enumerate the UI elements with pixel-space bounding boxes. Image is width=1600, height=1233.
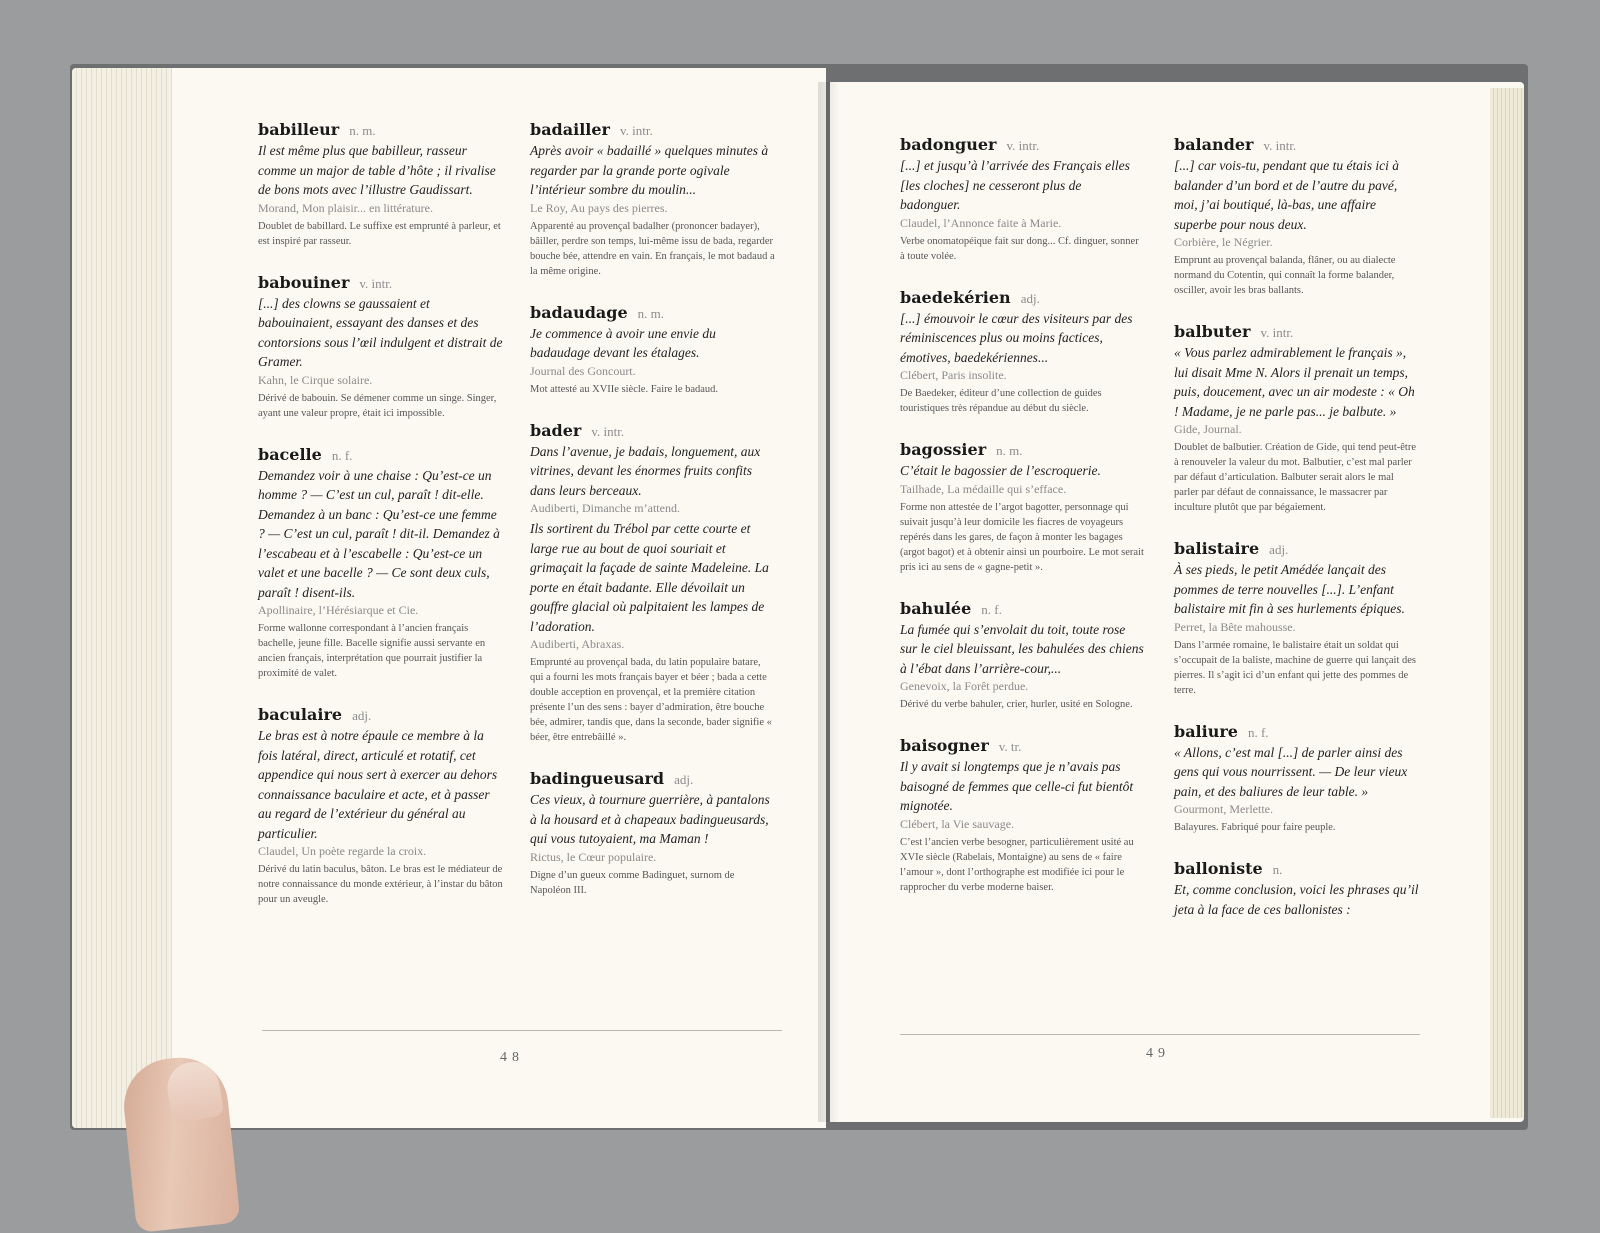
entry xyxy=(530,421,775,746)
entry-headword: bacelle xyxy=(258,444,322,464)
entry-pos: adj. xyxy=(1020,290,1040,306)
entry-quote: [...] émouvoir le cœur des visiteurs par des réminiscences plus ou moins factices, émotives, baedekériennes... xyxy=(900,310,1133,365)
entry-pos: n. xyxy=(1272,862,1283,877)
entry xyxy=(530,120,775,279)
entry-headword: badonguer xyxy=(900,135,997,154)
entry-quote: À ses pieds, le petit Amédée lançait des pommes de terre nouvelles [...]. L’enfant balistaire mit fin à ses hurlements épiques. xyxy=(1174,562,1405,616)
entry-pos: v. tr. xyxy=(998,739,1022,754)
entry-source: Perret, la Bête mahousse. xyxy=(1174,619,1296,634)
entry-headword: badailler xyxy=(530,120,610,139)
entry-pos: n. m. xyxy=(637,305,665,321)
entry-quote: Après avoir « badaillé » quelques minutes à regarder par la grande porte ogivale l’intérieur sombre du moulin... xyxy=(530,143,769,197)
column-right-2 xyxy=(1174,135,1419,943)
entry-pos: n. f. xyxy=(1247,724,1269,740)
entry-source: Le Roy, Au pays des pierres. xyxy=(530,200,668,215)
entry-note: De Baedeker, éditeur d’une collection de guides touristiques très répandue au début du siècle. xyxy=(900,388,1102,414)
entry-source: Claudel, Un poète regarde la croix. xyxy=(258,844,427,858)
entry-quote: « Vous parlez admirablement le français », lui disait Mme N. Alors il prenait un temps, puis, doucement, avec un air modeste : « Oh ! Madame, je ne parle pas... je balbute. » xyxy=(1174,345,1415,419)
entry xyxy=(530,769,775,898)
entry-headword: babouiner xyxy=(258,272,350,292)
entry-headword: baisogner xyxy=(900,736,989,755)
entry-note: Doublet de balbutier. Création de Gide, qui tend peut-être à renouveler la valeur du mot. Balbutier, c’est mal parler par défaut d’articulation. Balbuter serait alors le mal parler par défaut de connaissance, le massacrer par inculture plutôt que par bégaiement. xyxy=(1174,442,1417,513)
entry-pos: v. intr. xyxy=(359,275,393,291)
entry-note: Dérivé du verbe bahuler, crier, hurler, usité en Sologne. xyxy=(900,699,1133,710)
entry-note: Mot attesté au XVIIe siècle. Faire le badaud. xyxy=(530,383,719,395)
entry-source: Tailhade, La médaille qui s’efface. xyxy=(900,481,1067,496)
entry-quote: Dans l’avenue, je badais, longuement, aux vitrines, devant les énormes fruits confits dans leurs berceaux. xyxy=(530,443,761,498)
entry-source: Kahn, le Cirque solaire. xyxy=(258,372,373,387)
entry-note: Balayures. Fabriqué pour faire peuple. xyxy=(1174,822,1336,833)
entry-headword: balbuter xyxy=(1174,322,1251,341)
page-number-left: 48 xyxy=(500,1050,524,1065)
entry-quote: Je commence à avoir une envie du badaudage devant les étalages. xyxy=(530,325,716,360)
entry-headword: bagossier xyxy=(900,440,987,459)
entry-note: Forme wallonne correspondant à l’ancien français bachelle, jeune fille. Bacelle signifie aussi servante en ancien français, interprétation que pourrait justifier la proximité de valet. xyxy=(258,623,486,679)
entry xyxy=(900,736,1145,895)
entry-quote-2: Ils sortirent du Trébol par cette courte et large rue au bout de quoi souriait et grimaçait la façade de sainte Madeleine. La porte en était badante. Elle dévoilait un gouffre glacial où palpitaient les lampes de l’adoration. xyxy=(530,521,769,634)
footer-rule-right xyxy=(900,1034,1420,1035)
entry-headword: bader xyxy=(530,420,582,440)
entry-quote: [...] car vois-tu, pendant que tu étais ici à balander d’un bord et de l’autre du pavé, moi, j’ai boutiqué, là-bas, une affaire superbe pour nous deux. xyxy=(1174,158,1399,232)
entry-headword: babilleur xyxy=(258,120,340,139)
entry-quote: Et, comme conclusion, voici les phrases qu’il jeta à la face de ces ballonistes : xyxy=(1174,882,1419,917)
page-edges-right xyxy=(1490,88,1524,1118)
entry xyxy=(900,288,1145,417)
entry-source: Genevoix, la Forêt perdue. xyxy=(900,679,1029,693)
entry xyxy=(258,705,503,907)
entry-note: Emprunté au provençal bada, du latin populaire batare, qui a fourni les mots français bayer et béer ; bada a cette double acception en provençal, et la première citation présente l’un des sens : bayer d’admiration, être bouche bée, admirer, tandis que, dans la seconde, bader signifie « béer, être entrebâillé ». xyxy=(530,657,772,743)
page-edges-left xyxy=(72,68,172,1128)
entry-pos: adj. xyxy=(1269,542,1289,557)
entry-quote: La fumée qui s’envolait du toit, toute rose sur le ciel bleuissant, les bahulées des chiens à l’ébat dans l’arrière-cour,... xyxy=(900,621,1144,676)
entry-source: Apollinaire, l’Hérésiarque et Cie. xyxy=(258,603,419,617)
entry-note: Dérivé de babouin. Se démener comme un singe. Singer, ayant une valeur propre, était ici impossible. xyxy=(258,392,497,419)
entry xyxy=(900,599,1145,713)
entry-source: Clébert, Paris insolite. xyxy=(900,368,1007,382)
entry xyxy=(258,120,503,249)
footer-rule-left xyxy=(262,1030,782,1031)
entry-source: Audiberti, Dimanche m’attend. xyxy=(530,501,680,515)
entry-headword: bahulée xyxy=(900,598,972,618)
entry-headword: badaudage xyxy=(530,302,628,322)
entry-source: Gide, Journal. xyxy=(1174,422,1242,436)
entry xyxy=(900,135,1145,264)
entry xyxy=(1174,135,1419,298)
entry-quote: Il est même plus que babilleur, rasseur comme un major de table d’hôte ; il rivalise de bons mots avec l’illustre Gaudissart. xyxy=(258,143,496,197)
entry-pos: v. intr. xyxy=(1263,138,1297,153)
entry-headword: badingueusard xyxy=(530,769,665,788)
entry-pos: v. intr. xyxy=(619,123,653,138)
entry-note: Dérivé du latin baculus, bâton. Le bras est le médiateur de notre connaissance du monde extérieur, à l’instar du bâton pour un aveugle. xyxy=(258,864,503,905)
entry-quote: Il y avait si longtemps que je n’avais pas baisogné de femmes que celle-ci fut bientôt mignotée. xyxy=(900,759,1134,813)
entry-headword: balloniste xyxy=(1174,859,1263,878)
entry xyxy=(900,440,1145,575)
entry-pos: v. intr. xyxy=(1260,325,1294,340)
entry-source: Rictus, le Cœur populaire. xyxy=(530,849,657,864)
entry xyxy=(258,445,503,682)
entry-source: Claudel, l’Annonce faite à Marie. xyxy=(900,215,1062,230)
entry-quote: [...] des clowns se gaussaient et babouinaient, essayant des danses et des contorsions sous l’œil indulgent et distrait de Gramer. xyxy=(258,295,503,369)
entry-headword: baliure xyxy=(1174,721,1238,741)
entry xyxy=(1174,722,1419,836)
entry-headword: balistaire xyxy=(1174,539,1260,558)
entry xyxy=(530,303,775,397)
column-left-2 xyxy=(530,120,775,922)
page-number-right: 49 xyxy=(1146,1046,1170,1061)
entry-note: C’est l’ancien verbe besogner, particulièrement usité au XVIe siècle (Rabelais, Montaigne) au sens de « faire l’amour », dont l’orthographe est modifiée ici pour le rapprocher du verbe moderne baiser. xyxy=(900,836,1134,893)
entry-quote: « Allons, c’est mal [...] de parler ainsi des gens qui vous nourrissent. — De leur vieux pain, et des baliures de leur table. » xyxy=(1174,744,1408,799)
entry-pos: n. m. xyxy=(996,443,1023,458)
book-gutter xyxy=(818,82,840,1122)
entry-headword: baculaire xyxy=(258,705,343,724)
entry-note: Doublet de babillard. Le suffixe est emprunté à parleur, et est inspiré par rasseur. xyxy=(258,220,501,247)
entry-quote: [...] et jusqu’à l’arrivée des Français elles [les cloches] ne cesseront plus de badonguer. xyxy=(900,158,1130,212)
entry-pos: v. intr. xyxy=(591,423,625,439)
entry-pos: v. intr. xyxy=(1006,138,1040,153)
entry-note: Apparenté au provençal badalher (prononcer badayer), bâiller, perdre son temps, lui-même issu de bada, regarder bouche bée, attendre en vain. En français, le mot badaud a la même origine. xyxy=(530,220,775,277)
entry-note: Emprunt au provençal balanda, flâner, ou au dialecte normand du Cotentin, qui connaît la forme balander, osciller, avoir les bras ballants. xyxy=(1174,255,1396,296)
column-right-1 xyxy=(900,135,1145,919)
entry-headword: balander xyxy=(1174,135,1254,154)
entry xyxy=(1174,859,1419,919)
entry-quote: Ces vieux, à tournure guerrière, à pantalons à la housard et à chapeaux badingueusards, qui vous tutoyaient, ma Maman ! xyxy=(530,792,770,846)
entry-pos: n. f. xyxy=(981,601,1002,617)
entry-note: Digne d’un gueux comme Badinguet, surnom de Napoléon III. xyxy=(530,869,735,896)
column-left-1 xyxy=(258,120,503,931)
entry xyxy=(1174,322,1419,515)
entry-quote: C’était le bagossier de l’escroquerie. xyxy=(900,463,1101,478)
entry xyxy=(258,273,503,421)
entry-quote: Demandez voir à une chaise : Qu’est-ce un homme ? — C’est un cul, paraît ! dit-elle. Demandez à un banc : Qu’est-ce une femme ? — C’est un cul, paraît ! dit-il. Demandez à l’escabeau et à l’escabelle : Qu’est-ce un valet et une bacelle ? — Ce sont deux culs, paraît ! disent-ils. xyxy=(258,467,500,600)
entry-note: Forme non attestée de l’argot bagotter, personnage qui suivait jusqu’à leur domicile les fiacres de voyageurs repérés dans les gares, de façon à monter les bagages (argot bagot) et à obtenir ainsi un pourboire. Le mot serait pris ici au sens de « gagne-petit ». xyxy=(900,501,1144,573)
entry-note: Verbe onomatopéique fait sur dong... Cf. dinguer, sonner à toute volée. xyxy=(900,235,1139,262)
entry xyxy=(1174,539,1419,698)
entry-source: Clébert, la Vie sauvage. xyxy=(900,816,1015,831)
entry-source: Gourmont, Merlette. xyxy=(1174,802,1273,816)
entry-headword: baedekérien xyxy=(900,287,1011,307)
entry-note: Dans l’armée romaine, le balistaire était un soldat qui s’occupait de la baliste, machine de guerre qui lançait des pierres. Il s’agit ici d’un enfant qui jette des pommes de terre. xyxy=(1174,639,1416,696)
entry-pos: adj. xyxy=(674,772,694,787)
entry-pos: n. f. xyxy=(331,447,353,463)
entry-source: Morand, Mon plaisir... en littérature. xyxy=(258,200,433,215)
entry-source-2: Audiberti, Abraxas. xyxy=(530,637,625,651)
entry-pos: n. m. xyxy=(349,123,376,138)
entry-pos: adj. xyxy=(352,708,372,723)
entry-source: Journal des Goncourt. xyxy=(530,363,636,378)
entry-source: Corbière, le Négrier. xyxy=(1174,235,1273,249)
entry-quote: Le bras est à notre épaule ce membre à la fois latéral, direct, articulé et rotatif, cet appendice qui nous sert à exercer au dehors connaissance baculaire et acte, et à passer au regard de l’extérieur du général au particulier. xyxy=(258,728,498,841)
